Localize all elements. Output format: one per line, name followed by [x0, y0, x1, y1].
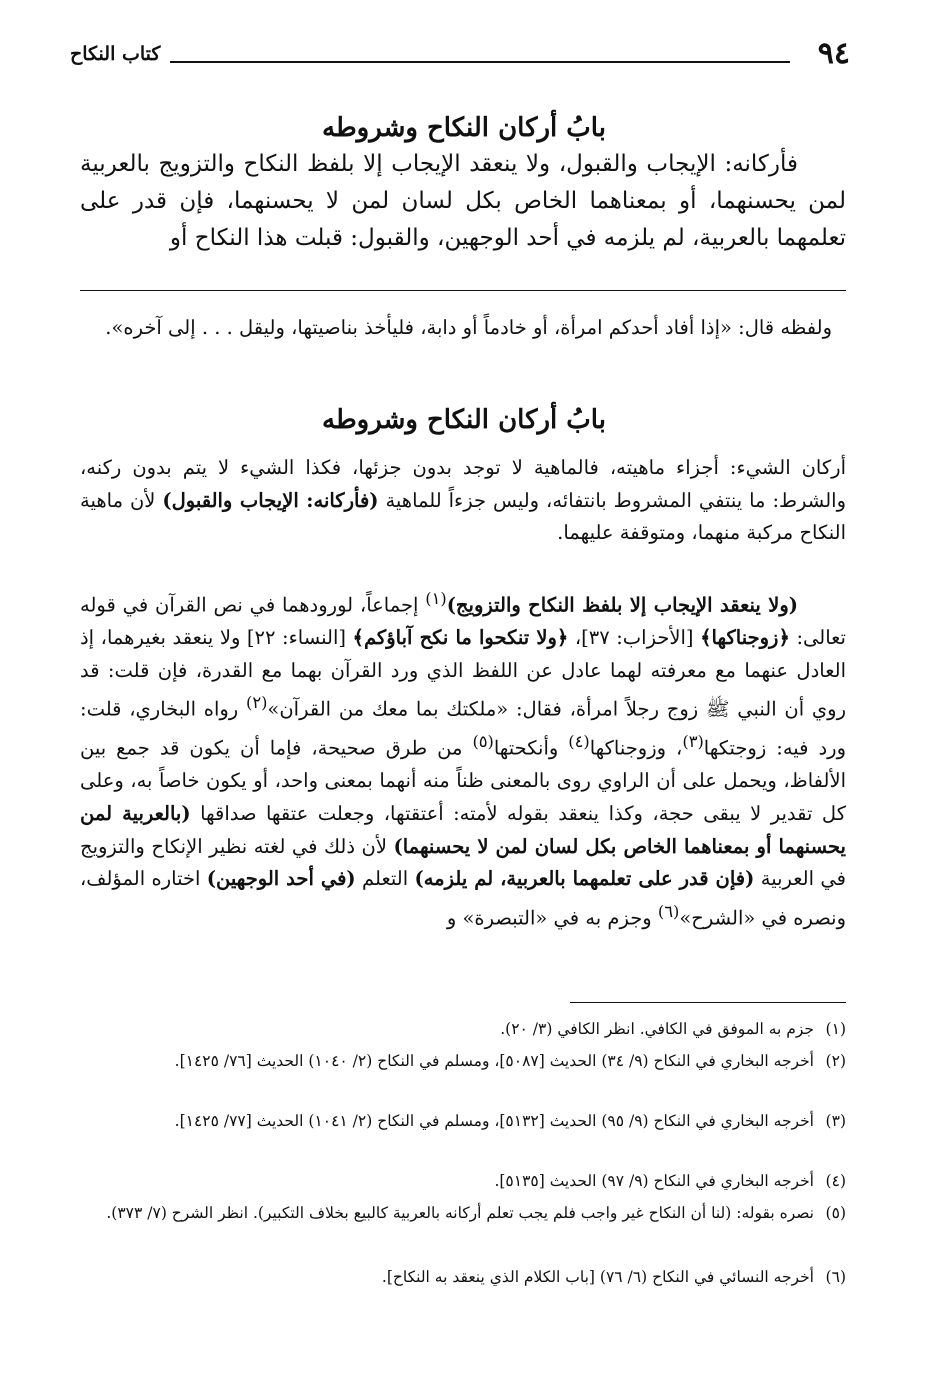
footnote-number: (١): [825, 1020, 846, 1038]
footnote-number: (٤): [825, 1172, 846, 1190]
sharh-paragraph-2: (ولا ينعقد الإيجاب إلا بلفظ النكاح والتزويج)$^{(١)}$ إجماعاً، لورودهما في نص القرآن في قوله تعالى: ﴿زوجناكها﴾ [الأحزاب: ٣٧]، ﴿ولا تنكحوا ما نكح آباؤكم﴾ [النساء: ٢٢] ولا ينعقد بغيرهما، إذ العادل عنهما مع معرفته لهما عادل عن اللفظ الذي ورد القرآن بهما مع القدرة، فإن قلت: قد روي أن النبي ﷺ زوج رجلاً امرأة، فقال: «ملكتك بما معك من القرآن»$^{(٢)}$ رواه البخاري، قلت: ورد فيه: زوجتكها$^{(٣)}$، وزوجناكها$^{(٤)}$ وأنكحتها$^{(٥)}$ من طرق صحيحة، فإما أن يكون قد جمع بين الألفاظ، ويحمل على أن الراوي روى بالمعنى ظناً منه أنهما بمعنى واحد، أو يكون خاصاً به، وعلى كل تقدير لا يبقى حجة، وكذا ينعقد بقوله لأمته: أعتقتها، وجعلت عتقها صداقها (بالعربية لمن يحسنهما أو بمعناهما الخاص بكل لسان لمن لا يحسنهما) لأن ذلك في لغته نظير الإنكاح والتزويج في العربية (فإن قدر على تعلمهما بالعربية، لم يلزمه) التعلم (في أحد الوجهين) اختاره المؤلف، ونصره في «الشرح»$^{(٦)}$ وجزم به في «التبصرة» و: [80, 589, 846, 930]
footnote-number: (٦): [825, 1268, 846, 1286]
footnote-text: أخرجه البخاري في النكاح (٩/ ٩٥) الحديث [٥١٣٢]، ومسلم في النكاح (٢/ ١٠٤١) الحديث [٧٧/ ١٤٢٥].: [174, 1112, 814, 1130]
footnote-ref: (٢): [245, 693, 268, 713]
footnote-text: جزم به الموفق في الكافي. انظر الكافي (٣/ ٢٠).: [500, 1020, 814, 1038]
footnote-text: أخرجه البخاري في النكاح (٩/ ٣٤) الحديث [٥٠٨٧]، ومسلم في النكاح (٢/ ١٠٤٠) الحديث [٧٦/ ١٤٢٥].: [174, 1052, 814, 1070]
page-header: [70, 34, 850, 74]
footnote-number: (٥): [825, 1204, 846, 1222]
bold-quote: (في أحد الوجهين): [206, 867, 356, 891]
running-title: كتاب النكاح: [70, 43, 161, 65]
bold-quote: (فأركانه: الإيجاب والقبول): [162, 488, 379, 512]
page-number: ٩٤: [817, 36, 850, 71]
section-title-matn: بابُ أركان النكاح وشروطه: [322, 113, 606, 143]
footnote: [80, 1108, 846, 1135]
footnote-number: (٣): [825, 1112, 846, 1130]
footnote-text: نصره بقوله: (لنا أن النكاح غير واجب فلم يجب تعلم أركانه بالعربية كالبيع بخلاف التكبير). انظر الشرح (٧/ ٣٧٣).: [106, 1204, 814, 1222]
footnote: [80, 1168, 846, 1195]
footnote-ref: (٥): [472, 732, 494, 752]
footnote: [80, 1264, 846, 1291]
bold-quote: (بالعربية لمن يحسنهما أو بمعناهما الخاص بكل لسان لمن لا يحسنهما): [80, 802, 846, 858]
sharh-paragraph-1: أركان الشيء: أجزاء ماهيته، فالماهية لا توجد بدون جزئها، فكذا الشيء لا يتم بدون ركنه، والشرط: ما ينتفي المشروط بانتفائه، وليس جزءاً للماهية (فأركانه: الإيجاب والقبول) لأن ماهية النكاح مركبة منهما، ومتوقفة عليهما.: [80, 456, 846, 545]
footnote: [80, 1048, 846, 1075]
bold-quote: (فإن قدر على تعلمهما بالعربية، لم يلزمه): [414, 867, 755, 891]
footnote-number: (٢): [825, 1052, 846, 1070]
footnote-ref: (٤): [568, 732, 590, 752]
footnote-ref: (٦): [657, 901, 680, 921]
footnote-text: أخرجه البخاري في النكاح (٩/ ٩٧) الحديث [٥١٣٥].: [494, 1172, 814, 1190]
footnote: [80, 1200, 846, 1227]
matn-text: فأركانه: الإيجاب والقبول، ولا ينعقد الإيجاب إلا بلفظ النكاح والتزويج بالعربية لمن يحسنهما، أو بمعناهما الخاص بكل لسان لمن لا يحسنهما، فإن قدر على تعلمهما بالعربية، لم يلزمه في أحد الوجهين، والقبول: قبلت هذا النكاح أو: [80, 151, 846, 251]
section-title-sharh: بابُ أركان النكاح وشروطه: [322, 405, 606, 435]
quran-quote: ﴿ولا تنكحوا ما نكح آباؤكم﴾: [352, 626, 569, 650]
footnote-ref: (١): [425, 589, 447, 608]
footnote-text: أخرجه النسائي في النكاح (٦/ ٧٦) [باب الكلام الذي ينعقد به النكاح].: [381, 1268, 814, 1286]
matn-divider: [80, 290, 846, 291]
footnotes-divider: [570, 1002, 846, 1003]
footnote: [80, 1016, 846, 1043]
header-rule: [170, 61, 790, 63]
footnote-ref: (٣): [682, 732, 704, 752]
bold-quote: (ولا ينعقد الإيجاب إلا بلفظ النكاح والتزويج): [446, 593, 798, 617]
quran-quote: ﴿زوجناكها﴾: [700, 626, 790, 650]
continuation-text: ولفظه قال: «إذا أفاد أحدكم امرأة، أو خادماً أو دابة، فليأخذ بناصيتها، وليقل . . . إلى آخره».: [105, 316, 832, 339]
